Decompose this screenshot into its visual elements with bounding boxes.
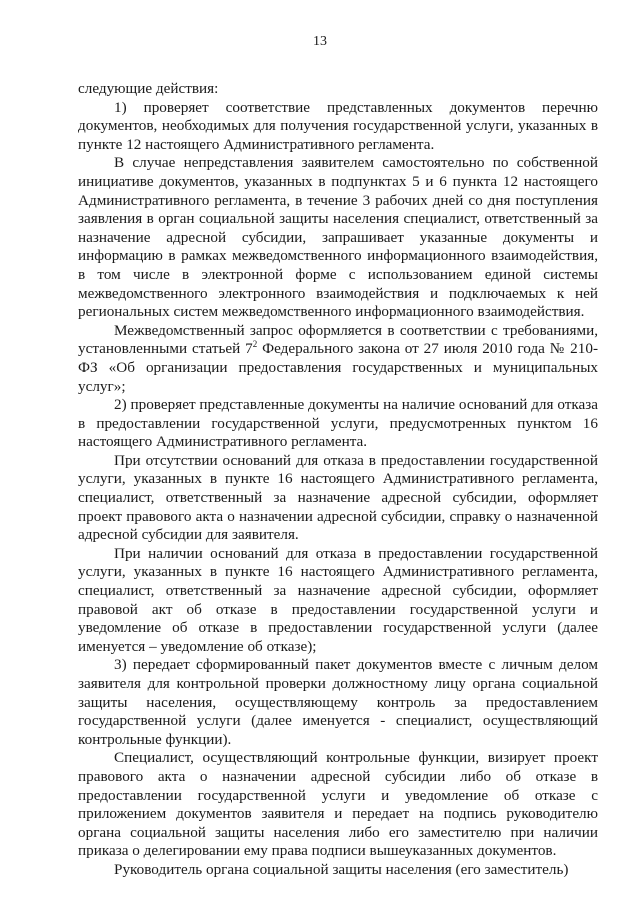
paragraph-no-grounds: При отсутствии оснований для отказа в предоставлении государственной услуги, указанных в пункте 16 настоящего Административного регламента, специалист, ответственный за назначение адресной субсидии, оформляет проект правового акта о назначении адресной субсидии, справку о назначенной адресной субсидии для заявителя. bbox=[78, 451, 598, 544]
paragraph-intro: следующие действия: bbox=[78, 80, 219, 97]
paragraph-control-specialist: Специалист, осуществляющий контрольные функции, визирует проект правового акта о назначении адресной субсидии либо об отказе в предоставлении государственной услуги и уведомление об отказе с приложением документов заявителя и передает на подпись руководителю органа социальной защиты населения либо его заместителю при наличии приказа о делегировании ему права подписи вышеуказанных документов. bbox=[78, 749, 598, 860]
paragraph-request-format bbox=[78, 322, 598, 396]
paragraph-item-1: 1) проверяет соответствие представленных документов перечню документов, необходимых для получения государственной услуги, указанных в пункте 12 настоящего Административного регламента. bbox=[78, 98, 598, 153]
paragraph-grounds-for-refusal: При наличии оснований для отказа в предоставлении государственной услуги, указанных в пункте 16 настоящего Административного регламента, специалист, ответственный за назначение адресной субсидии, оформляет правовой акт об отказе в предоставлении государственной услуги и уведомление об отказе в предоставлении государственной услуги (далее именуется – уведомление об отказе); bbox=[78, 544, 598, 655]
document-body bbox=[78, 80, 598, 880]
paragraph-item-3: 3) передает сформированный пакет документов вместе с личным делом заявителя для контрольной проверки должностному лицу органа социальной защиты населения, осуществляющему контроль за предоставлением государственной услуги (далее именуется - специалист, осуществляющий контрольные функции). bbox=[78, 656, 598, 748]
paragraph-request-format-part1: Межведомственный запрос оформляется в соответствии с требованиями, установленными статьей 7 bbox=[78, 321, 598, 358]
paragraph-item-2: 2) проверяет представленные документы на наличие оснований для отказа в предоставлении государственной услуги, предусмотренных пунктом 16 настоящего Административного регламента. bbox=[78, 396, 598, 451]
paragraph-head-of-body: Руководитель органа социальной защиты населения (его заместитель) bbox=[114, 860, 569, 878]
article-superscript: 2 bbox=[252, 339, 258, 350]
paragraph-interagency-request: В случае непредставления заявителем самостоятельно по собственной инициативе документов, указанных в подпунктах 5 и 6 пункта 12 настоящего Административного регламента, в течение 3 рабочих дней со дня поступления заявления в орган социальной защиты населения специалист, ответственный за назначение адресной субсидии, запрашивает указанные документы и информацию в рамках межведомственного информационного взаимодействия, в том числе в электронной форме с использованием единой системы межведомственного электронного взаимодействия и подключаемых к ней региональных систем межведомственного информационного взаимодействия. bbox=[78, 154, 598, 321]
paragraph-request-format-part2: Федерального закона от 27 июля 2010 года № 210-ФЗ «Об организации предоставления государственных и муниципальных услуг»; bbox=[78, 340, 599, 395]
page-number: 13 bbox=[313, 34, 327, 49]
